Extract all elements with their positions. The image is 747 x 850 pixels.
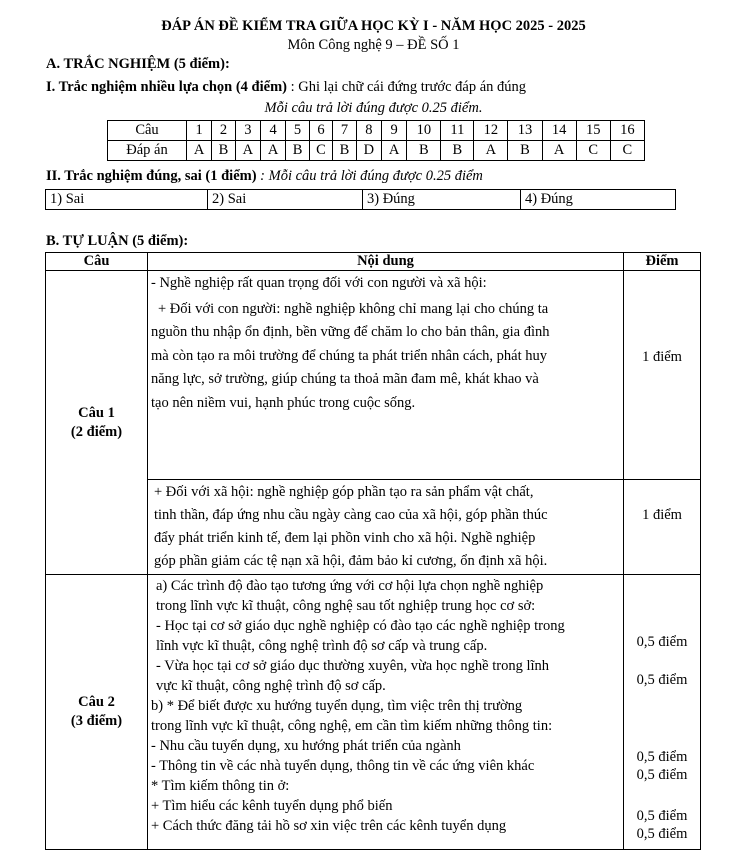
question-number: 8 — [356, 121, 381, 141]
points-value: 0,5 điểm — [636, 634, 688, 650]
q2-points — [624, 575, 701, 850]
question-number: 9 — [382, 121, 407, 141]
content-line: lĩnh vực kĩ thuật, công nghệ trình độ sơ cấp và trung cấp. — [156, 638, 488, 654]
part2-heading-line — [46, 167, 483, 185]
question-number: 15 — [576, 121, 610, 141]
answer-letter: A — [474, 141, 508, 161]
true-false-answer: 1) Sai — [46, 190, 208, 210]
part1-heading: I. Trắc nghiệm nhiều lựa chọn (4 điểm) — [46, 79, 287, 95]
content-line: - Nhu cầu tuyển dụng, xu hướng phát triển của ngành — [151, 738, 461, 754]
question-number: 12 — [474, 121, 508, 141]
answer-letter: A — [187, 141, 212, 161]
answer-letter: B — [333, 141, 356, 161]
essay-header-row — [46, 253, 701, 271]
question-number: 14 — [542, 121, 576, 141]
answer-letter: C — [610, 141, 644, 161]
question-number: 11 — [441, 121, 474, 141]
points-value: 0,5 điểm — [636, 749, 688, 765]
content-line: mà còn tạo ra môi trường để chúng ta phát triển nhân cách, phát huy — [151, 347, 548, 364]
answer-letter: D — [356, 141, 381, 161]
answer-letter: B — [286, 141, 309, 161]
q2-content — [148, 575, 624, 850]
question-number: 3 — [235, 121, 260, 141]
question-title: Câu 2 — [78, 694, 115, 710]
essay-row-q2 — [46, 575, 701, 850]
content-line: tinh thần, đáp ứng nhu cầu ngày càng cao của xã hội, góp phần thúc — [154, 507, 548, 523]
question-number: 1 — [187, 121, 212, 141]
q1-content-a — [148, 271, 624, 480]
answer-row-label: Đáp án — [108, 141, 187, 161]
answer-letter: B — [441, 141, 474, 161]
answer-letter: B — [407, 141, 441, 161]
points-value: 0,5 điểm — [636, 826, 688, 842]
part1-heading-line — [46, 78, 526, 96]
question-label-q1 — [46, 271, 148, 575]
page-title: ĐÁP ÁN ĐỀ KIỂM TRA GIỮA HỌC KỲ I - NĂM HỌC 2025 - 2025 — [161, 18, 586, 34]
question-number: 16 — [610, 121, 644, 141]
answer-letter: B — [212, 141, 235, 161]
content-line: vực kĩ thuật, công nghệ trình độ sơ cấp. — [156, 678, 386, 694]
content-line: + Cách thức đăng tải hồ sơ xin việc trên các kênh tuyển dụng — [151, 818, 507, 834]
question-title: Câu 1 — [78, 404, 115, 421]
q1-points-b — [624, 480, 701, 575]
content-line: - Thông tin về các nhà tuyển dụng, thông tin về các ứng viên khác — [151, 758, 535, 774]
answer-letter: C — [576, 141, 610, 161]
points-value: 0,5 điểm — [636, 672, 688, 688]
col-header-question: Câu — [46, 253, 148, 271]
points-value: 0,5 điểm — [636, 767, 688, 783]
part2-heading: II. Trắc nghiệm đúng, sai (1 điểm) — [46, 168, 257, 184]
content-line: đẩy phát triển kinh tế, đem lại phồn vinh cho xã hội. Nghề nghiệp — [154, 530, 536, 546]
content-line: tạo nên niềm vui, hạnh phúc trong cuộc sống. — [151, 394, 416, 411]
answer-row — [108, 141, 645, 161]
content-line: - Học tại cơ sở giáo dục nghề nghiệp có đào tạo các nghề nghiệp trong — [156, 618, 565, 634]
answer-letter: A — [382, 141, 407, 161]
question-points: (3 điểm) — [70, 713, 123, 729]
points-value: 1 điểm — [642, 349, 682, 365]
answer-letter: C — [309, 141, 332, 161]
page-subtitle: Môn Công nghệ 9 – ĐỀ SỐ 1 — [287, 37, 460, 53]
question-number: 2 — [212, 121, 235, 141]
content-line: góp phần giảm các tệ nạn xã hội, đảm bảo kỉ cương, ổn định xã hội. — [154, 553, 548, 569]
answer-table — [107, 120, 645, 161]
question-label-q2 — [46, 575, 148, 850]
true-false-answer: 3) Đúng — [363, 190, 521, 210]
content-line: năng lực, sở trường, giúp chúng ta thoả mãn đam mê, khát khao và — [151, 371, 539, 387]
section-b-heading: B. TỰ LUẬN (5 điểm): — [46, 233, 189, 249]
q1-content-b — [148, 480, 624, 575]
content-line: + Đối với xã hội: nghề nghiệp góp phần tạo ra sản phẩm vật chất, — [154, 484, 534, 500]
question-number: 5 — [286, 121, 309, 141]
col-header-points: Điểm — [624, 253, 701, 271]
question-number: 6 — [309, 121, 332, 141]
content-line: trong lĩnh vực kĩ thuật, công nghệ sau tốt nghiệp trung học cơ sở: — [156, 598, 536, 614]
true-false-row — [46, 190, 676, 210]
points-value: 0,5 điểm — [636, 808, 688, 824]
essay-table — [45, 252, 701, 850]
question-number: 4 — [261, 121, 286, 141]
answer-letter: B — [508, 141, 542, 161]
part2-note: : Mỗi câu trả lời đúng được 0.25 điểm — [256, 168, 483, 184]
points-value: 1 điểm — [642, 507, 682, 523]
question-number: 13 — [508, 121, 542, 141]
true-false-answer: 4) Đúng — [521, 190, 676, 210]
content-line: * Tìm kiếm thông tin ở: — [151, 778, 290, 794]
essay-row-q1 — [46, 271, 701, 480]
true-false-table — [45, 189, 676, 210]
section-a-heading: A. TRẮC NGHIỆM (5 điểm): — [46, 56, 230, 72]
question-number: 10 — [407, 121, 441, 141]
part1-note: Mỗi câu trả lời đúng được 0.25 điểm. — [264, 100, 483, 116]
content-line: - Vừa học tại cơ sở giáo dục thường xuyên, vừa học nghề trong lĩnh — [156, 658, 550, 674]
question-row-label: Câu — [108, 121, 187, 141]
q1-points-a — [624, 271, 701, 480]
content-line: trong lĩnh vực kĩ thuật, công nghệ, em cần tìm kiếm những thông tin: — [151, 718, 553, 734]
true-false-answer: 2) Sai — [208, 190, 363, 210]
answer-letter: A — [542, 141, 576, 161]
content-line: a) Các trình độ đào tạo tương ứng với cơ hội lựa chọn nghề nghiệp — [156, 578, 544, 594]
question-number: 7 — [333, 121, 356, 141]
col-header-content: Nội dung — [148, 253, 624, 271]
content-line: nguồn thu nhập ổn định, bền vững để chăm lo cho bản thân, gia đình — [151, 324, 550, 340]
answer-letter: A — [261, 141, 286, 161]
part1-instruction: : Ghi lại chữ cái đứng trước đáp án đúng — [287, 79, 527, 95]
question-row — [108, 121, 645, 141]
content-line: + Tìm hiểu các kênh tuyển dụng phổ biến — [151, 798, 393, 814]
content-line: + Đối với con người: nghề nghiệp không chỉ mang lại cho chúng ta — [158, 300, 549, 317]
answer-letter: A — [235, 141, 260, 161]
content-line: b) * Để biết được xu hướng tuyển dụng, tìm việc trên thị trường — [151, 698, 523, 714]
q1-intro: - Nghề nghiệp rất quan trọng đối với con người và xã hội: — [151, 275, 487, 291]
question-points: (2 điểm) — [70, 423, 123, 440]
